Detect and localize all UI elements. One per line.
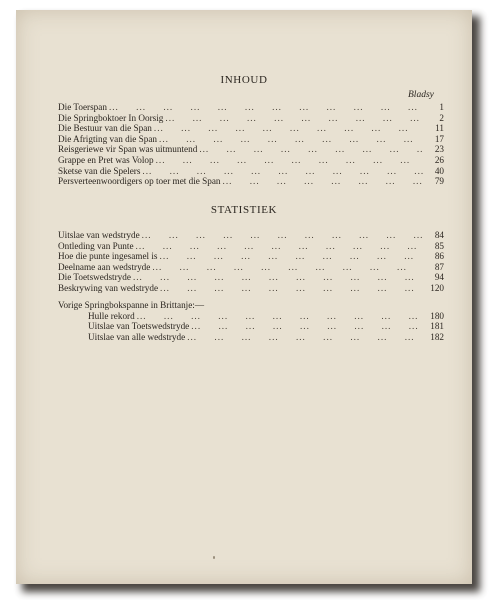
list-item: Sketse van die Spelers ... . 40: [58, 166, 444, 177]
list-item: Die Afrigting van die Span ... . 17: [58, 134, 444, 145]
list-item: Grappe en Pret was Volop ... . 26: [58, 155, 444, 166]
list-item: Uitslae van alle wedstryde ... . 182: [58, 332, 444, 343]
list-item: Ontleding van Punte ... . 85: [58, 241, 444, 252]
list-item: Die Bestuur van die Span ... . 11: [58, 123, 444, 134]
list-heading: Vorige Springbokspanne in Brittanje:—: [58, 300, 205, 310]
list-item: Die Springboktoer In Oorsig ... . 2: [58, 113, 444, 124]
contents-heading: INHOUD: [220, 74, 268, 86]
statistics-list: [58, 230, 444, 294]
previous-springboks-list: [58, 300, 444, 342]
book-page: [16, 10, 472, 584]
list-item: Beskrywing van wedstryde ... . 120: [58, 283, 444, 294]
list-item: Uitslae van wedstryde ... . 84: [58, 230, 444, 241]
list-item: Uitslae van Toetswedstryde ... . 181: [58, 321, 444, 332]
statistics-heading: STATISTIEK: [210, 204, 278, 216]
list-item: Die Toerspan ... . 1: [58, 102, 444, 113]
list-item: Reisgeriewe vir Span was uitmuntend ... . 23: [58, 144, 444, 155]
page-column-label: Bladsy: [408, 90, 434, 100]
list-item: Persverteenwoordigers op toer met die Span ... . 79: [58, 176, 444, 187]
list-item: Die Toetswedstryde ... . 94: [58, 272, 444, 283]
contents-list: [58, 102, 444, 187]
list-item: Hulle rekord ... . 180: [58, 311, 444, 322]
list-item: Hoe die punte ingesamel is ... . 86: [58, 251, 444, 262]
paper-speck: [213, 556, 215, 559]
list-item: Deelname aan wedstryde ... . 87: [58, 262, 444, 273]
